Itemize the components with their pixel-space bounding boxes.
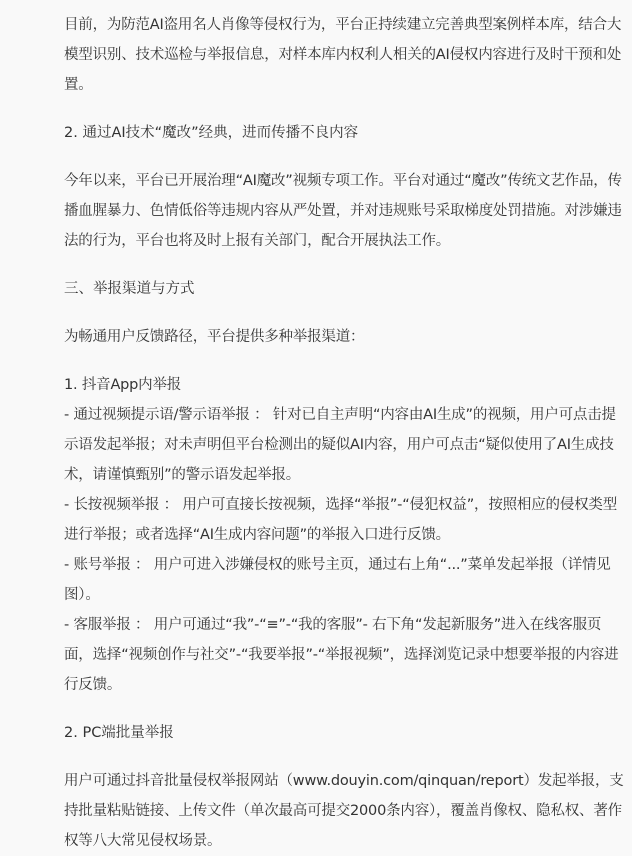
section-heading-report-channels: 三、举报渠道与方式: [64, 281, 195, 297]
in-app-report-block: [64, 370, 624, 700]
subsection-title-in-app: 1. 抖音App内举报: [64, 377, 182, 393]
list-item: - 通过视频提示语/警示语举报 ： 针对已自主声明“内容由AI生成”的视频，用户可点击提示语发起举报；对未声明但平台检测出的疑似AI内容，用户可点击“疑似使用了AI生成技术，请谨慎甄别”的警示语发起举报。: [64, 407, 616, 483]
list-item: - 账号举报 ： 用户可进入涉嫌侵权的账号主页，通过右上角“...”菜单发起举报（详情见图）。: [64, 557, 611, 603]
ai-remix-paragraph: 今年以来，平台已开展治理“AI魔改”视频专项工作。平台对通过“魔改”传统文艺作品，传播血腥暴力、色情低俗等违规内容从严处置，并对违规账号采取梯度处罚措施。对涉嫌违法的行为，平台也将及时上报有关部门，配合开展执法工作。: [64, 173, 622, 249]
subsection-title-pc-batch: 2. PC端批量举报: [64, 725, 174, 741]
list-item: - 客服举报 ： 用户可通过“我”-“≡”-“我的客服”- 右下角“发起新服务”进入在线客服页面，选择“视频创作与社交”-“我要举报”-“举报视频”，选择浏览记录中想要举报的内容进行反馈。: [64, 617, 619, 693]
pc-batch-paragraph: 用户可通过抖音批量侵权举报网站（www.douyin.com/qinquan/report）发起举报，支持批量粘贴链接、上传文件（单次最高可提交2000条内容），覆盖肖像权、隐私权、著作权等八大常见侵权场景。: [64, 773, 624, 849]
intro-paragraph: 目前，为防范AI盗用名人肖像等侵权行为，平台正持续建立完善典型案例样本库，结合大模型识别、技术巡检与举报信息，对样本库内权利人相关的AI侵权内容进行及时干预和处置。: [64, 17, 622, 93]
report-channels-intro: 为畅通用户反馈路径，平台提供多种举报渠道：: [64, 329, 365, 345]
section-heading-ai-remix: 2. 通过AI技术“魔改”经典，进而传播不良内容: [64, 125, 359, 141]
list-item: - 长按视频举报 ： 用户可直接长按视频，选择“举报”-“侵犯权益”，按照相应的侵权类型进行举报；或者选择“AI生成内容问题”的举报入口进行反馈。: [64, 497, 618, 543]
